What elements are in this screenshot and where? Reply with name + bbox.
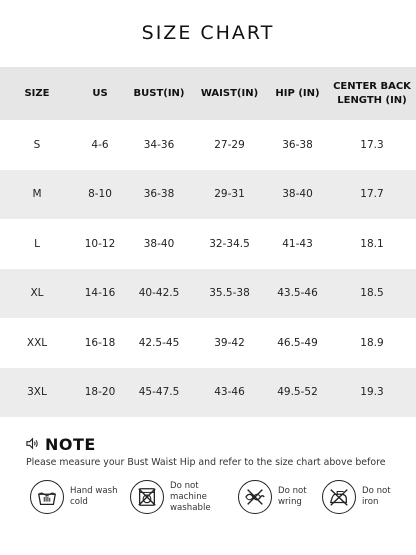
cell-us: 14-16 (74, 269, 126, 319)
header-center-back-length: CENTER BACK LENGTH (IN) (328, 67, 416, 120)
cell-size: M (0, 170, 74, 220)
cell-waist: 39-42 (214, 336, 245, 349)
cell-hip: 49.5-52 (267, 368, 328, 418)
cell-waist: 43-46 (192, 368, 267, 418)
cell-us: 10-12 (84, 237, 116, 250)
note-heading (26, 435, 96, 454)
no-machine-wash-icon (130, 480, 164, 514)
cell-hip: 38-40 (267, 170, 328, 220)
no-iron-icon (322, 480, 356, 514)
cell-us: 4-6 (91, 138, 109, 151)
cell-length: 18.1 (360, 237, 384, 250)
cell-length: 17.7 (328, 170, 416, 220)
note-text: Please measure your Bust Waist Hip and refer to the size chart above before (26, 457, 386, 468)
cell-bust: 38-40 (143, 237, 175, 250)
cell-hip: 41-43 (282, 237, 313, 250)
cell-bust: 42.5-45 (138, 336, 180, 349)
cell-bust: 40-42.5 (126, 269, 192, 319)
cell-length: 18.5 (328, 269, 416, 319)
size-chart-table (0, 67, 416, 417)
cell-size: L (34, 237, 40, 250)
care-no-iron (322, 480, 416, 514)
table-row (0, 318, 416, 368)
cell-size: S (33, 138, 41, 151)
care-label: Do not machine washable (170, 480, 211, 513)
table-header-row (0, 67, 416, 120)
cell-bust: 34-36 (143, 138, 175, 151)
cell-bust: 45-47.5 (126, 368, 192, 418)
cell-us: 16-18 (84, 336, 116, 349)
header-size: SIZE (0, 67, 74, 120)
cell-size: XXL (26, 336, 48, 349)
cell-waist: 27-29 (214, 138, 245, 151)
cell-bust: 36-38 (126, 170, 192, 220)
cell-waist: 29-31 (192, 170, 267, 220)
care-label: Do not wring (278, 486, 307, 507)
header-us: US (74, 67, 126, 120)
cell-hip: 43.5-46 (267, 269, 328, 319)
cell-us: 18-20 (74, 368, 126, 418)
no-wring-icon (238, 480, 272, 514)
table-row (0, 120, 416, 170)
hand-wash-icon (30, 480, 64, 514)
speaker-icon (26, 435, 39, 454)
header-hip: HIP (IN) (267, 67, 328, 120)
page-title: SIZE CHART (141, 22, 275, 44)
care-no-machine-wash (130, 480, 228, 514)
header-bust: BUST(IN) (126, 67, 192, 120)
cell-hip: 36-38 (282, 138, 313, 151)
care-label: Hand wash cold (70, 486, 118, 507)
cell-hip: 46.5-49 (277, 336, 318, 349)
cell-waist: 32-34.5 (209, 237, 250, 250)
cell-length: 17.3 (360, 138, 384, 151)
cell-length: 18.9 (360, 336, 384, 349)
care-label: Do not iron (362, 486, 391, 507)
cell-length: 19.3 (328, 368, 416, 418)
table-row (0, 170, 416, 220)
table-row (0, 219, 416, 269)
cell-us: 8-10 (74, 170, 126, 220)
header-waist: WAIST(IN) (192, 67, 267, 120)
cell-size: XL (0, 269, 74, 319)
care-hand-wash (30, 480, 128, 514)
note-title: NOTE (45, 435, 96, 454)
table-row (0, 368, 416, 418)
cell-waist: 35.5-38 (192, 269, 267, 319)
table-row (0, 269, 416, 319)
cell-size: 3XL (0, 368, 74, 418)
